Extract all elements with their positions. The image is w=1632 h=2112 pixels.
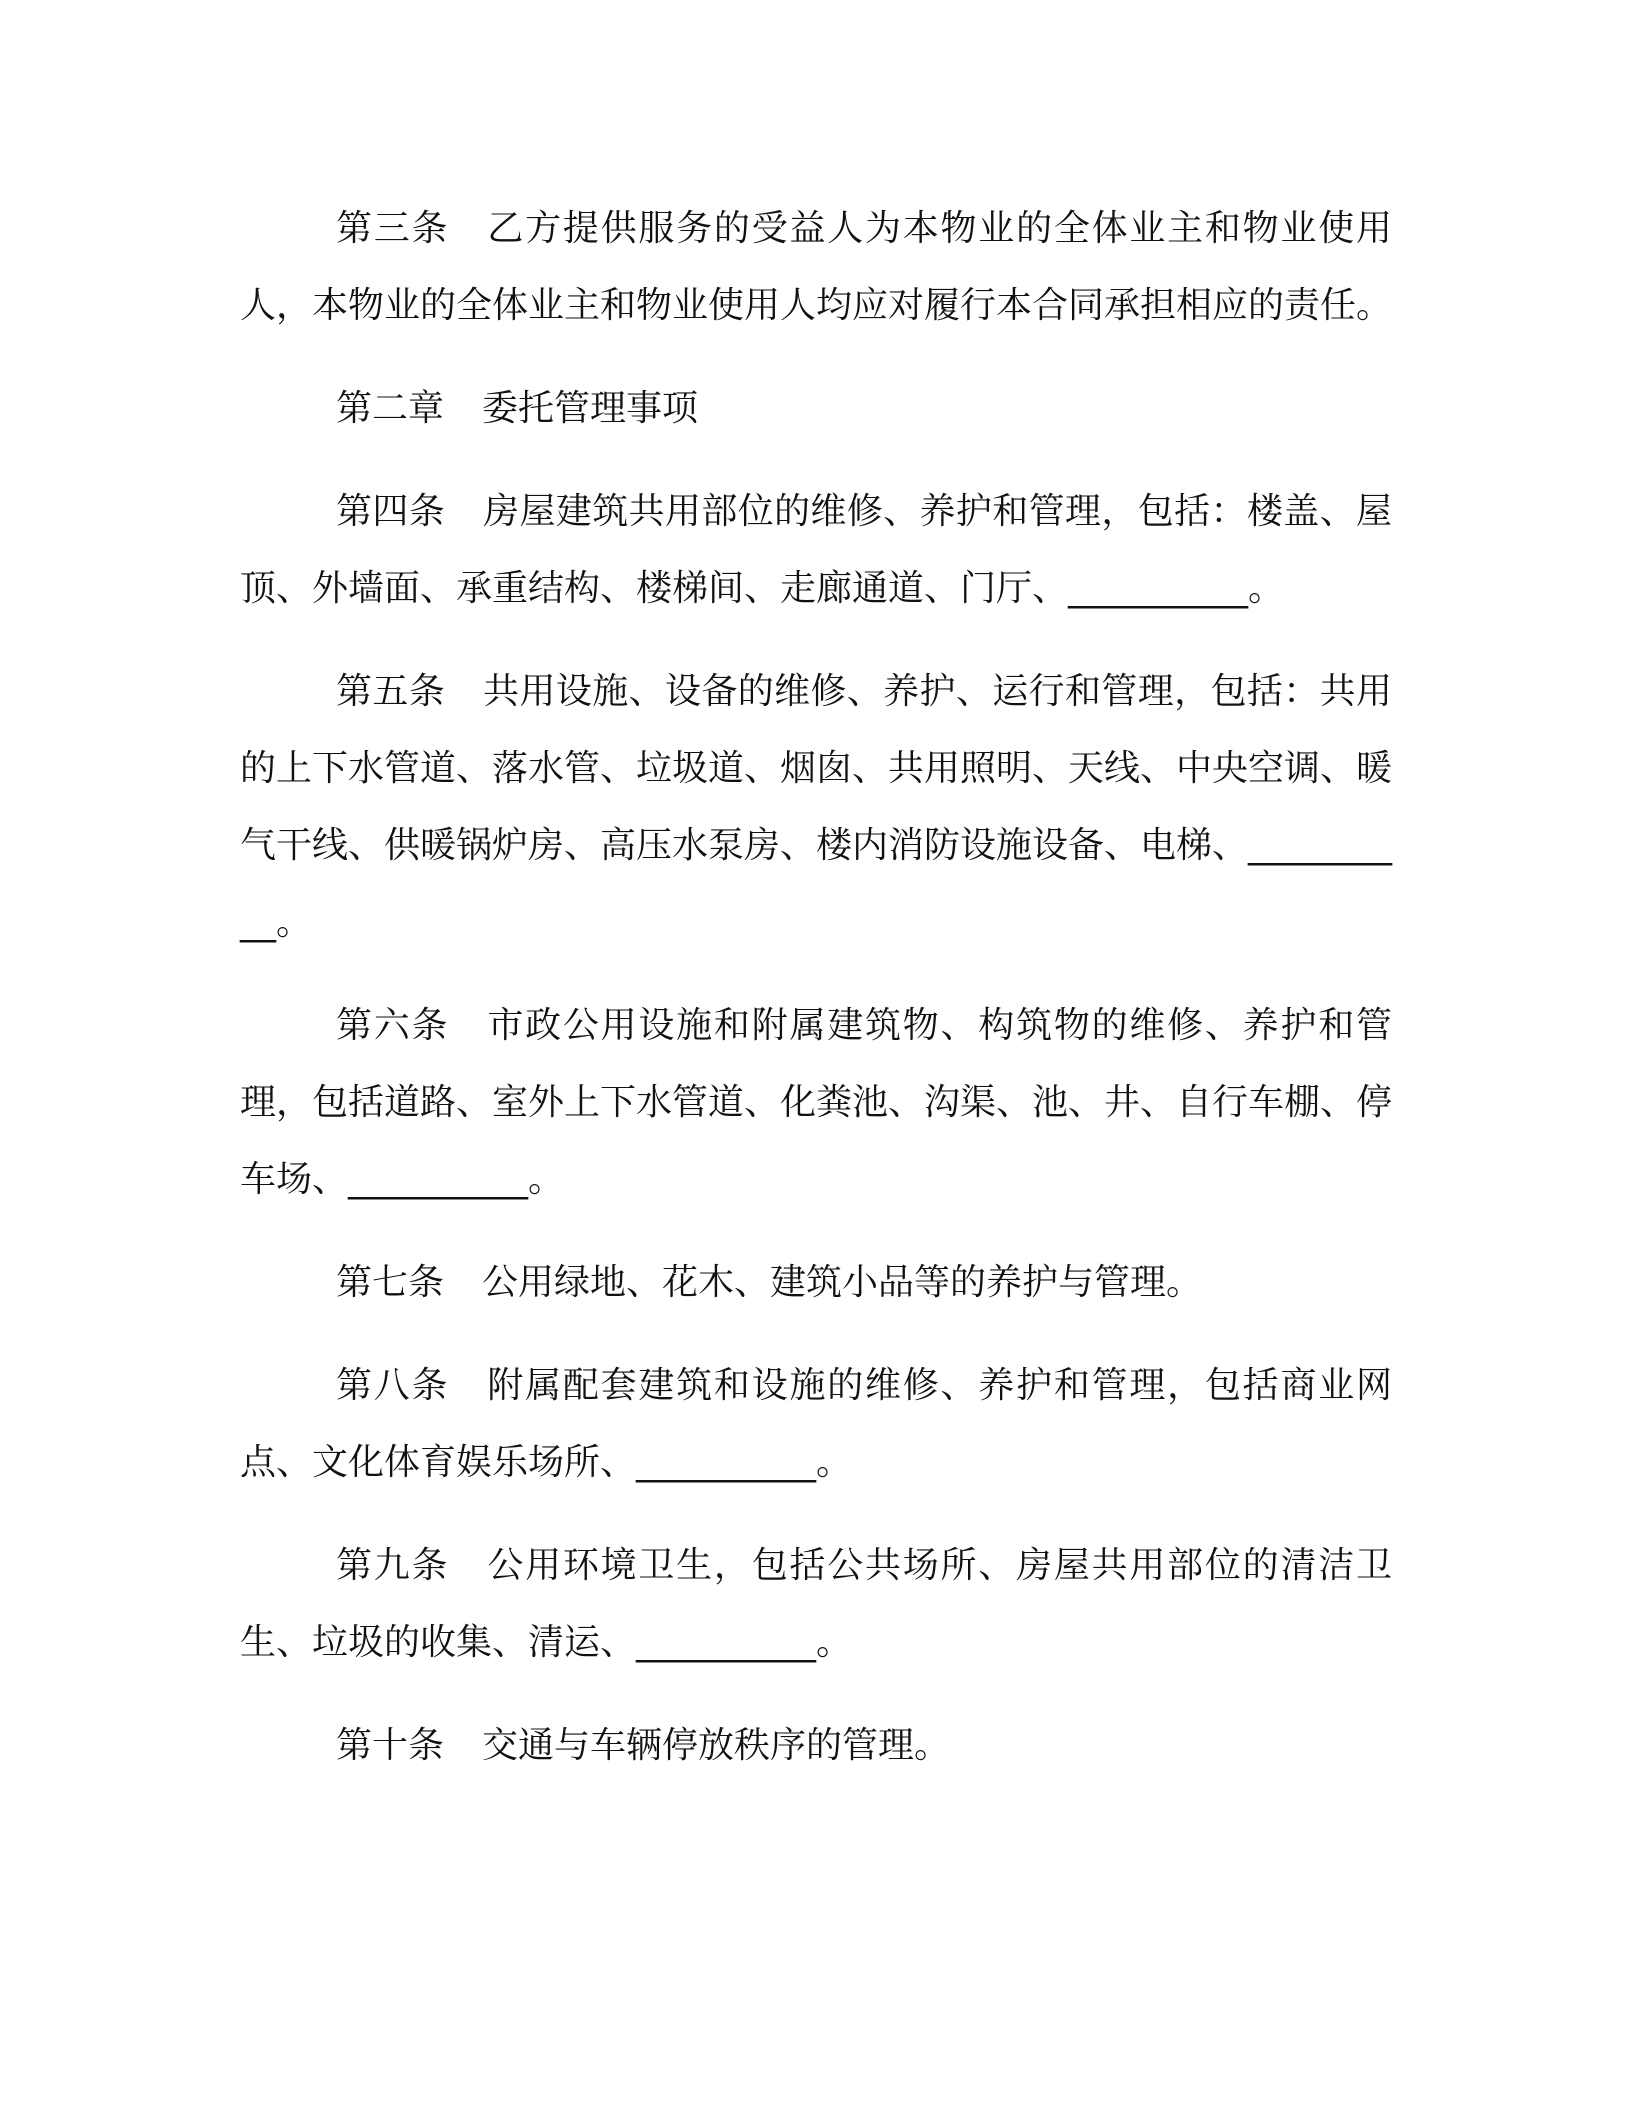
fill-in-blank: __________ (636, 1622, 817, 1663)
article-6 (240, 987, 1392, 1218)
article-text: 交通与车辆停放秩序的管理。 (482, 1725, 951, 1766)
article-label: 第九条 (336, 1545, 450, 1586)
article-4 (240, 473, 1392, 627)
document-page (240, 190, 1392, 1810)
chapter-2-heading (240, 370, 1392, 447)
fill-in-blank: __________ (348, 1159, 529, 1200)
article-end-mark: 。 (816, 1622, 853, 1663)
article-label: 第六条 (336, 1005, 450, 1046)
article-label: 第十条 (336, 1725, 445, 1766)
article-end-mark: 。 (528, 1159, 565, 1200)
chapter-title: 委托管理事项 (482, 388, 699, 429)
article-label: 第四条 (336, 491, 446, 532)
fill-in-blank: __________ (240, 825, 1393, 943)
article-text: 房屋建筑共用部位的维修、养护和管理，包括：楼盖、屋顶、外墙面、承重结构、楼梯间、走廊通道、门厅、 (240, 491, 1392, 609)
article-5 (240, 653, 1392, 961)
fill-in-blank: __________ (1068, 568, 1249, 609)
fill-in-blank: __________ (636, 1442, 817, 1483)
article-label: 第八条 (336, 1365, 450, 1406)
article-9 (240, 1527, 1392, 1681)
article-end-mark: 。 (276, 902, 313, 943)
chapter-label: 第二章 (336, 388, 445, 429)
article-label: 第五条 (336, 671, 446, 712)
article-text: 市政公用设施和附属建筑物、构筑物的维修、养护和管理，包括道路、室外上下水管道、化粪池、沟渠、池、井、自行车棚、停车场、 (240, 1005, 1393, 1200)
article-end-mark: 。 (816, 1442, 853, 1483)
article-end-mark: 。 (1248, 568, 1285, 609)
article-text: 乙方提供服务的受益人为本物业的全体业主和物业使用人，本物业的全体业主和物业使用人均应对履行本合同承担相应的责任。 (240, 208, 1393, 326)
article-text: 公用绿地、花木、建筑小品等的养护与管理。 (482, 1262, 1203, 1303)
article-7 (240, 1244, 1392, 1321)
article-text: 共用设施、设备的维修、养护、运行和管理，包括：共用的上下水管道、落水管、垃圾道、烟囱、共用照明、天线、中央空调、暖气干线、供暖锅炉房、高压水泵房、楼内消防设施设备、电梯、 (240, 671, 1393, 866)
article-text: 公用环境卫生，包括公共场所、房屋共用部位的清洁卫生、垃圾的收集、清运、 (240, 1545, 1392, 1663)
article-label: 第三条 (336, 208, 450, 249)
article-10 (240, 1707, 1392, 1784)
article-8 (240, 1347, 1392, 1501)
article-label: 第七条 (336, 1262, 445, 1303)
article-text: 附属配套建筑和设施的维修、养护和管理，包括商业网点、文化体育娱乐场所、 (240, 1365, 1392, 1483)
article-3 (240, 190, 1392, 344)
